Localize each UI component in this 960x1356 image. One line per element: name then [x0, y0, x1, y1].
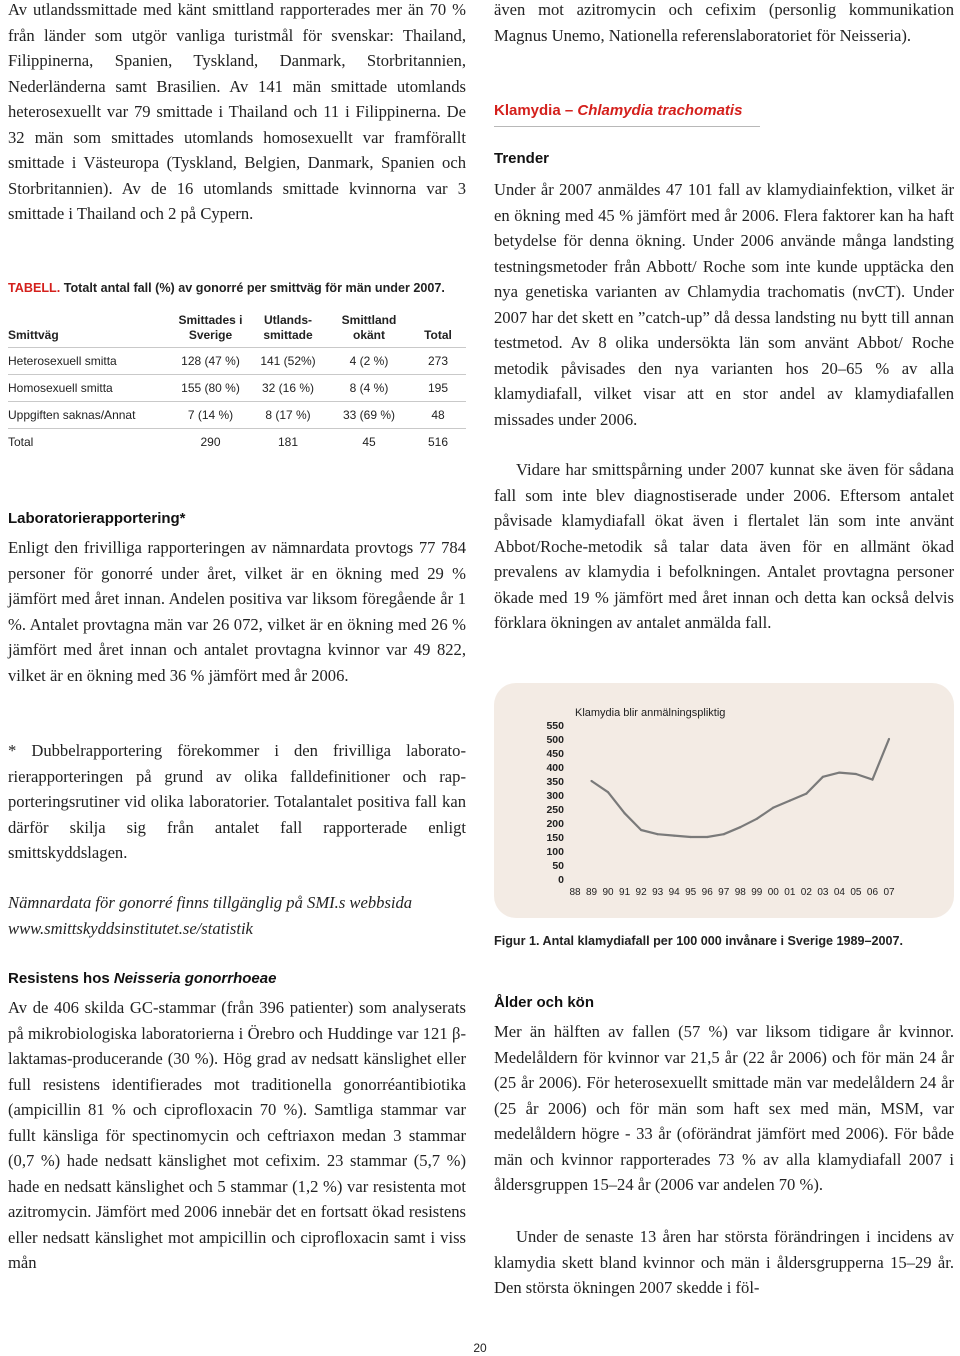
data-point [739, 826, 741, 828]
data-point [772, 807, 774, 809]
table-cell: 195 [410, 375, 466, 402]
table-label: TABELL. [8, 281, 61, 295]
table-cell: 273 [410, 348, 466, 375]
age-paragraph-1: Mer än hälften av fallen (57 %) var liksom tidigare år kvinnor. Medelåldern för kvinnor var 21,5 år (22 år 2006) och för män 24 år (25 år 2006). För heterosexuellt smittade män var medelåldern 24 år (25 år 2006) och för män som haft sex med män, MSM, var medelåldern högre - 33 år (oförändrat jämfört med 2006). För både män och kvinnor rapporterades 73 % av alla klamydiafall 2007 i åldersgruppen 15–24 år (2006 var andelen 70 %). [494, 1022, 954, 1194]
data-point [590, 780, 592, 782]
table-row [8, 402, 466, 429]
th-okant: Smittland okänt [341, 313, 397, 342]
x-tick-label: 93 [652, 887, 664, 898]
table-cell: 48 [410, 402, 466, 429]
x-tick-label: 91 [619, 887, 631, 898]
data-point [756, 818, 758, 820]
y-tick-label: 200 [546, 818, 564, 830]
resistance-heading [8, 970, 276, 987]
intro-paragraph: Av utlandssmittade med känt smittland rapporterades mer än 70 % från länder som utgör vanliga turistmål för svenskar: Thailand, Filippinerna, Spanien, Tyskland, Danmark, Storbritannien, Nederländerna samt Brasilien. Av 141 män smittade utomlands heterosexuellt var 79 smittade i Thailand och 11 i Filippinerna. De 32 män som smittades utomlands homosexuellt var framförallt smittade i Västeuropa (Tyskland, Belgien, Danmark, Spanien och Storbritannien). Av de 16 utomlands smittade kvinnorna var 3 smittade i Thailand och 2 på Cypern. [8, 0, 466, 223]
x-tick-label: 96 [701, 887, 713, 898]
table-cell: 45 [328, 429, 410, 456]
table-cell: 32 (16 %) [248, 375, 328, 402]
table-row [8, 348, 466, 375]
resistance-paragraph: Av de 406 skilda GC-stammar (från 396 patienter) som analyserats på mikrobiologiska laboratorierna i Örebro och Huddinge var 121 β-laktamas-producerande (30 %). Hög grad av nedsatt känslighet eller full resistens identifierades mot traditionella gonorréantibiotika (ampicillin 81 % och ciprofloxacin 70 %). Samtliga stammar var fullt känsliga för spectinomycin och ceftriaxon medan 3 stammar (0,7 %) hade nedsatt känslighet mot cefixim. 23 stammar (5,7 %) hade en nedsatt känslighet och 5 stammar (1,2 %) var resistenta mot azitromycin. Jämfört med 2006 innebär det en fortsatt ökad resistens eller nedsatt känslighet mot ampicillin och ciprofloxacin samt i viss mån [8, 998, 466, 1272]
data-point [805, 793, 807, 795]
x-tick-label: 89 [585, 887, 598, 898]
table-cell: 7 (14 %) [173, 402, 248, 429]
y-tick-label: 150 [546, 832, 564, 844]
th-smittvag: Smittväg [8, 328, 59, 342]
table-cell: 128 (47 %) [173, 348, 248, 375]
table-cell: 516 [410, 429, 466, 456]
y-tick-label: 350 [546, 776, 564, 788]
data-point [657, 833, 659, 835]
x-tick-label: 01 [784, 887, 796, 898]
x-tick-label: 95 [685, 887, 697, 898]
y-tick-label: 50 [552, 860, 564, 872]
data-point [623, 812, 625, 814]
x-tick-label: 97 [718, 887, 730, 898]
data-point [690, 836, 692, 838]
data-point [855, 773, 857, 775]
trend-paragraph-1: Under år 2007 anmäldes 47 101 fall av klamydiainfektion, vilket är en ökning med 45 % jämfört med år 2006. Flera faktorer kan ha haft betydelse för denna ökning. Under 2006 använde många landsting testningsmetoder från Abbott/ Roche som inte kunde upptäcka den nya genetiska varianten av Chlamydia trachomatis (nvCT). Under 2007 har det skett en ”catch-up” då dessa landsting nu bytt till annan testmetod. Av 8 olika undersökta län som använt Abbot/ Roche metodik påvisades den nya varianten hos 20–65 % av alla klamydiafall, vilket visar att en stor andel av klamydiafallen missades under 2006. [494, 180, 954, 429]
x-tick-label: 94 [668, 887, 680, 898]
table-row-label: Heterosexuell smitta [8, 348, 173, 375]
th-utlands: Utlands- smittade [263, 313, 313, 342]
table-cell: 141 (52%) [248, 348, 328, 375]
data-point [640, 829, 642, 831]
figure-caption: Figur 1. Antal klamydiafall per 100 000 invånare i Sverige 1989–2007. [494, 934, 904, 948]
trend-heading: Trender [494, 150, 550, 167]
table-cell: 181 [248, 429, 328, 456]
x-tick-label: 00 [767, 887, 779, 898]
table-cell: 155 (80 %) [173, 375, 248, 402]
age-heading: Ålder och kön [494, 994, 595, 1011]
continuation-paragraph: även mot azitromycin och cefixim (personlig kommunikation Magnus Unemo, Nationella referenslaboratoriet för Neisseria). [494, 0, 954, 45]
lab-paragraph: Enligt den frivilliga rapporteringen av nämnardata provtogs 77 784 personer för gonorré under året, vilket är en ökning med 29 % jämfört med året innan. Andelen positiva var liksom föregående år 1 %. Antalet provtagna män var 26 072, vilket är en ökning med 26 % jämfört med året innan och antalet provtagna kvinnor var 49 822, vilket är en ökning med 36 % jämfört med år 2006. [8, 538, 466, 685]
data-point [706, 836, 708, 838]
footnote: * Dubbelrapportering förekommer i den frivilliga laboratorierapporteringen på grund av olika falldefinitioner och rapporteringsrutiner vid olika laboratorier. Totalantalet positiva fall kan därför skilja sig från antalet fall rapporterade enligt smittskyddslagen. [8, 741, 466, 862]
x-tick-label: 02 [800, 887, 812, 898]
y-tick-label: 400 [546, 762, 564, 774]
table-cell: 8 (17 %) [248, 402, 328, 429]
note-paragraph: Nämnardata för gonorré finns tillgänglig på SMI.s webbsida www.smittskyddsinstitutet.se/statistik [8, 893, 413, 938]
data-point [723, 833, 725, 835]
data-point [822, 776, 824, 778]
y-tick-label: 500 [546, 734, 564, 746]
x-tick-label: 07 [883, 887, 895, 898]
series-line [592, 739, 889, 837]
x-tick-label: 99 [751, 887, 763, 898]
section-heading-text: Klamydia – [494, 102, 578, 119]
data-point [673, 835, 675, 837]
x-tick-label: 90 [602, 887, 614, 898]
th-total: Total [424, 328, 452, 342]
y-tick-label: 300 [546, 790, 564, 802]
table-title: Totalt antal fall (%) av gonorré per smittväg för män under 2007. [63, 281, 445, 295]
trend-paragraph-2: Vidare har smittspårning under 2007 kunnat ske även för sådana fall som inte blev diagnostiserade under 2006. Eftersom antalet påvisade klamydiafall ökat även i flertalet län som inte använt Abbot/Roche-metodik så talar data även för en allmänt ökad prevalens av klamydia i befolkningen. Antalet provtagna personer ökade med 19 % jämfört med året innan och detta kan också delvis förklara ökningen av antalet anmälda fall. [494, 460, 954, 632]
y-tick-label: 0 [558, 874, 564, 886]
lab-heading: Laboratorierapportering* [8, 510, 186, 527]
th-sverige: Smittades i Sverige [178, 313, 243, 342]
table-row-label: Total [8, 429, 173, 456]
data-point [838, 772, 840, 774]
y-tick-label: 250 [546, 804, 564, 816]
resistance-heading-species: Neisseria gonorrhoeae [113, 970, 277, 987]
table-caption [8, 281, 466, 295]
data-point [871, 779, 873, 781]
page-number: 20 [473, 1341, 487, 1355]
table-cell: 8 (4 %) [328, 375, 410, 402]
chart-svg [494, 683, 954, 918]
gonorrhea-table [8, 313, 466, 455]
table-cell: 33 (69 %) [328, 402, 410, 429]
y-tick-label: 550 [546, 720, 564, 732]
table-row [8, 375, 466, 402]
table-row-label: Uppgiften saknas/Annat [8, 402, 173, 429]
table-cell: 290 [173, 429, 248, 456]
x-tick-label: 92 [635, 887, 647, 898]
age-paragraph-2: Under de senaste 13 åren har största förändringen i incidens av klamydia skett bland kvinnor och män i åldersgrupperna 15–29 år. Den största ökningen 2007 skedde i föl- [494, 1227, 954, 1297]
table-cell: 4 (2 %) [328, 348, 410, 375]
y-tick-label: 100 [546, 846, 564, 858]
table-row-label: Homosexuell smitta [8, 375, 173, 402]
section-heading [494, 102, 760, 127]
y-tick-label: 450 [546, 748, 564, 760]
resistance-heading-text: Resistens hos [8, 970, 114, 987]
x-tick-label: 03 [817, 887, 829, 898]
x-tick-label: 98 [734, 887, 746, 898]
table-row [8, 429, 466, 456]
chart-annotation: Klamydia blir anmälningspliktig [575, 707, 726, 719]
data-point [789, 800, 791, 802]
chlamydia-chart [494, 683, 954, 918]
data-point [888, 738, 890, 740]
section-heading-species: Chlamydia trachomatis [577, 102, 743, 119]
data-point [607, 791, 609, 793]
x-tick-label: 05 [850, 887, 862, 898]
x-tick-label: 06 [866, 887, 879, 898]
x-tick-label: 88 [569, 887, 581, 898]
x-tick-label: 04 [833, 887, 845, 898]
